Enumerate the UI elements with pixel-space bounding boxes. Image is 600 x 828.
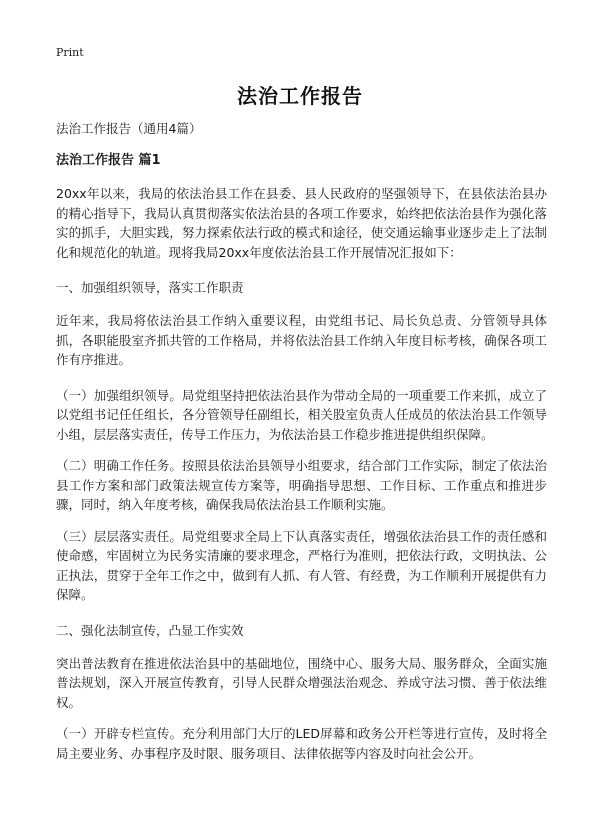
body-paragraph: 近年来，我局将依法治县工作纳入重要议程，由党组书记、局长负总责、分管领导具体抓，各职能股室齐抓共管的工作格局，并将依法治县工作纳入年度目标考核，确保各项工作有序推进。 — [56, 313, 547, 367]
document-title: 法治工作报告 — [237, 84, 363, 108]
intro-paragraph: 20xx年以来，我局的依法治县工作在县委、县人民政府的坚强领导下，在县依法治县办的精心指导下，我局认真贯彻落实依法治县的各项工作要求，始终把依法治县作为强化落实的抓手，大胆实践，努力探索依法行政的模式和途径，使交通运输事业逐步走上了法制化和规范化的轨道。现将我局20xx年度依法治县工作开展情况汇报如下： — [56, 186, 547, 260]
print-link[interactable]: Print — [56, 46, 84, 59]
body-paragraph: （一）加强组织领导。局党组坚持把依法治县作为带动全局的一项重要工作来抓，成立了以党组书记任任组长，各分管领导任副组长，相关股室负责人任成员的依法治县工作领导小组，层层落实责任，传导工作压力，为依法治县工作稳步推进提供组织保障。 — [56, 387, 547, 442]
document-body — [56, 120, 547, 775]
section-heading-2: 二、强化法制宣传，凸显工作实效 — [56, 622, 244, 638]
section-title: 法治工作报告 篇1 — [56, 153, 161, 168]
section-heading-1: 一、加强组织领导，落实工作职责 — [56, 280, 244, 295]
document-subtitle: 法治工作报告（通用4篇） — [56, 121, 202, 136]
body-paragraph: 突出普法教育在推进依法治县中的基础地位，围绕中心、服务大局、服务群众，全面实施普法规划，深入开展宣传教育，引导人民群众增强法治观念、养成守法习惯、善于依法维权。 — [56, 655, 547, 710]
body-paragraph: （二）明确工作任务。按照县依法治县领导小组要求，结合部门工作实际，制定了依法治县工作方案和部门政策法规宣传方案等，明确指导思想、工作目标、工作重点和推进步骤，同时，纳入年度考核，确保我局依法治县工作顺利实施。 — [56, 458, 547, 512]
body-paragraph: （一）开辟专栏宣传。充分利用部门大厅的LED屏幕和政务公开栏等进行宣传，及时将全局主要业务、办事程序及时限、服务项目、法律依据等内容及时向社会公开。 — [56, 726, 547, 761]
body-paragraph: （三）层层落实责任。局党组要求全局上下认真落实责任，增强依法治县工作的责任感和使命感，牢固树立为民务实清廉的要求理念，严格行为准则，把依法行政，文明执法、公正执法，贯穿于全年工作之中，做到有人抓、有人管、有经费，为工作顺利开展提供有力保障。 — [56, 528, 547, 602]
